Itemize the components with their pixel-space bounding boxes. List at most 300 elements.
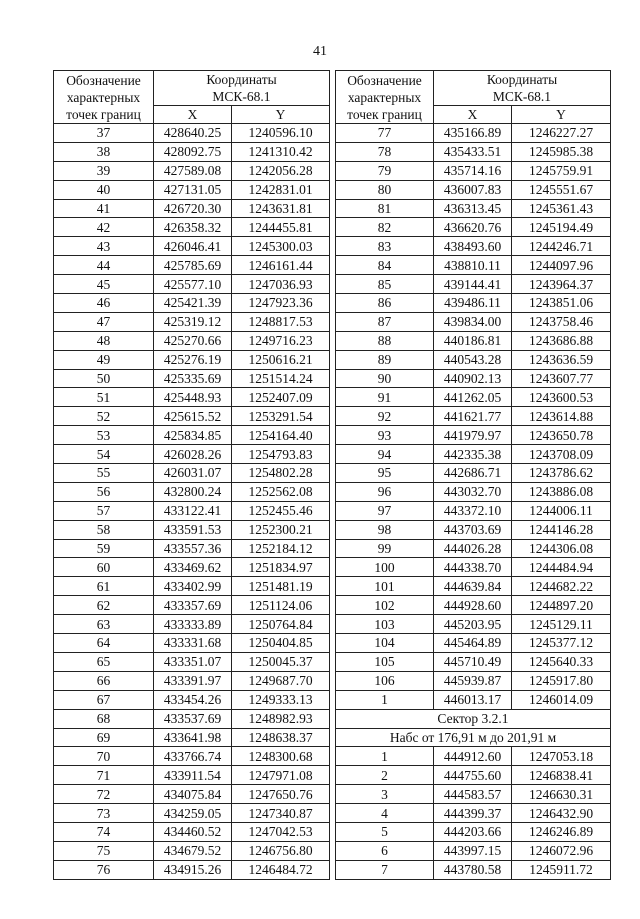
coord-x: 425577.10 [154,275,232,294]
table-row [54,747,330,766]
coord-x: 440543.28 [434,350,512,369]
coord-x: 433766.74 [154,747,232,766]
coord-y: 1247650.76 [232,785,330,804]
table-row [336,142,611,161]
coord-x: 433641.98 [154,728,232,747]
table-row [54,804,330,823]
coord-y: 1247053.18 [512,747,611,766]
table-row [54,766,330,785]
table-row [336,766,611,785]
coord-x: 439144.41 [434,275,512,294]
coord-x: 446013.17 [434,690,512,709]
coord-x: 426031.07 [154,464,232,483]
point-number: 53 [54,426,154,445]
table-row [54,445,330,464]
coord-y: 1251124.06 [232,596,330,615]
coord-y: 1246072.96 [512,841,611,860]
point-number: 73 [54,804,154,823]
table-row [54,728,330,747]
coord-y: 1247923.36 [232,294,330,313]
coord-x: 443997.15 [434,841,512,860]
point-number: 3 [336,785,434,804]
point-number: 1 [336,690,434,709]
point-number: 60 [54,558,154,577]
point-number: 71 [54,766,154,785]
coord-x: 425270.66 [154,331,232,350]
coord-x: 435714.16 [434,161,512,180]
coord-y: 1250616.21 [232,350,330,369]
coord-x: 433911.54 [154,766,232,785]
coord-y: 1250045.37 [232,652,330,671]
coord-y: 1243650.78 [512,426,611,445]
point-number: 93 [336,426,434,445]
table-row [336,445,611,464]
table-row [336,161,611,180]
point-number: 104 [336,634,434,653]
table-row [336,124,611,143]
coord-x: 442335.38 [434,445,512,464]
coord-y: 1243636.59 [512,350,611,369]
coordinates-table-right [335,70,611,880]
coord-x: 438810.11 [434,256,512,275]
point-number: 6 [336,841,434,860]
point-number: 105 [336,652,434,671]
point-number: 86 [336,294,434,313]
coord-y: 1253291.54 [232,407,330,426]
coord-y: 1244455.81 [232,218,330,237]
point-number: 51 [54,388,154,407]
table-row [54,275,330,294]
coord-y: 1246838.41 [512,766,611,785]
coord-x: 441621.77 [434,407,512,426]
coord-y: 1244484.94 [512,558,611,577]
coord-x: 435433.51 [434,142,512,161]
point-number: 102 [336,596,434,615]
point-number: 38 [54,142,154,161]
table-row [54,652,330,671]
coord-x: 436007.83 [434,180,512,199]
table-row [54,426,330,445]
table-row [336,822,611,841]
table-row [336,294,611,313]
table-row [54,256,330,275]
coord-y: 1244146.28 [512,520,611,539]
table-row [54,860,330,879]
coord-y: 1247340.87 [232,804,330,823]
point-number: 75 [54,841,154,860]
point-number: 89 [336,350,434,369]
table-row [336,596,611,615]
coord-x: 443703.69 [434,520,512,539]
table-row [336,218,611,237]
point-number: 70 [54,747,154,766]
coord-x: 433391.97 [154,671,232,690]
coord-x: 435166.89 [434,124,512,143]
point-number: 40 [54,180,154,199]
coord-y: 1245640.33 [512,652,611,671]
point-number: 98 [336,520,434,539]
point-number: 78 [336,142,434,161]
coord-x: 436313.45 [434,199,512,218]
table-row [336,615,611,634]
coord-y: 1246756.80 [232,841,330,860]
point-number: 48 [54,331,154,350]
table-row [54,822,330,841]
sector-title: Сектор 3.2.1 [336,709,611,728]
point-number: 76 [54,860,154,879]
table-row [336,804,611,823]
coord-y: 1244897.20 [512,596,611,615]
table-row [336,747,611,766]
header-y-right: Y [512,106,611,124]
table-row [336,841,611,860]
coord-x: 439486.11 [434,294,512,313]
point-number: 58 [54,520,154,539]
point-number: 87 [336,312,434,331]
coord-y: 1243631.81 [232,199,330,218]
point-number: 79 [336,161,434,180]
point-number: 49 [54,350,154,369]
sector-table-body [336,747,611,879]
point-number: 45 [54,275,154,294]
coord-y: 1254793.83 [232,445,330,464]
point-number: 84 [336,256,434,275]
coord-x: 436620.76 [434,218,512,237]
coord-x: 444639.84 [434,577,512,596]
point-number: 66 [54,671,154,690]
coord-y: 1245377.12 [512,634,611,653]
coord-x: 444399.37 [434,804,512,823]
table-row [336,482,611,501]
header-y: Y [232,106,330,124]
coord-x: 445939.87 [434,671,512,690]
coord-x: 433122.41 [154,501,232,520]
table-row [54,407,330,426]
table-row [54,596,330,615]
point-number: 67 [54,690,154,709]
point-number: 64 [54,634,154,653]
coord-x: 444755.60 [434,766,512,785]
point-number: 103 [336,615,434,634]
table-row [336,634,611,653]
table-row [336,539,611,558]
coord-y: 1246630.31 [512,785,611,804]
coord-x: 432800.24 [154,482,232,501]
coord-y: 1243786.62 [512,464,611,483]
table-row [336,785,611,804]
coord-x: 434259.05 [154,804,232,823]
coord-x: 433357.69 [154,596,232,615]
point-number: 77 [336,124,434,143]
coord-y: 1243607.77 [512,369,611,388]
coord-x: 433331.68 [154,634,232,653]
coord-x: 444203.66 [434,822,512,841]
coord-y: 1246484.72 [232,860,330,879]
table-row [336,671,611,690]
coord-x: 428092.75 [154,142,232,161]
coord-x: 434075.84 [154,785,232,804]
table-row [336,256,611,275]
coord-y: 1251834.97 [232,558,330,577]
coord-y: 1245300.03 [232,237,330,256]
point-number: 95 [336,464,434,483]
coord-x: 445710.49 [434,652,512,671]
coord-y: 1251514.24 [232,369,330,388]
coord-x: 438493.60 [434,237,512,256]
table-row [54,520,330,539]
table-row [54,501,330,520]
coord-x: 425319.12 [154,312,232,331]
table-row [54,558,330,577]
table-row [336,275,611,294]
coord-y: 1245911.72 [512,860,611,879]
coord-x: 425448.93 [154,388,232,407]
coord-x: 433537.69 [154,709,232,728]
coord-y: 1243758.46 [512,312,611,331]
right-table-body [336,124,611,710]
table-row [336,520,611,539]
table-row [336,652,611,671]
point-number: 106 [336,671,434,690]
header-coordinates: Координаты МСК-68.1 [154,71,330,106]
coord-x: 426028.26 [154,445,232,464]
coord-x: 433469.62 [154,558,232,577]
table-row [336,464,611,483]
coord-y: 1252562.08 [232,482,330,501]
table-row [336,388,611,407]
point-number: 91 [336,388,434,407]
coord-y: 1250404.85 [232,634,330,653]
table-row [54,539,330,558]
table-row [54,350,330,369]
point-number: 83 [336,237,434,256]
point-number: 4 [336,804,434,823]
coord-y: 1247036.93 [232,275,330,294]
coord-y: 1245985.38 [512,142,611,161]
table-row [54,142,330,161]
point-number: 72 [54,785,154,804]
coord-x: 443372.10 [434,501,512,520]
coord-y: 1246227.27 [512,124,611,143]
point-number: 65 [54,652,154,671]
point-number: 57 [54,501,154,520]
table-row [54,482,330,501]
point-number: 101 [336,577,434,596]
coord-x: 445203.95 [434,615,512,634]
coord-y: 1249333.13 [232,690,330,709]
table-row [54,331,330,350]
coord-x: 425335.69 [154,369,232,388]
coord-y: 1252184.12 [232,539,330,558]
point-number: 88 [336,331,434,350]
point-number: 44 [54,256,154,275]
coord-x: 425276.19 [154,350,232,369]
point-number: 55 [54,464,154,483]
coord-y: 1243851.06 [512,294,611,313]
point-number: 1 [336,747,434,766]
table-row [54,218,330,237]
header-x-right: X [434,106,512,124]
coordinates-table-left [53,70,330,880]
coord-y: 1244246.71 [512,237,611,256]
coord-y: 1245194.49 [512,218,611,237]
coord-y: 1244097.96 [512,256,611,275]
table-row [336,199,611,218]
left-table-body [54,124,330,880]
point-number: 47 [54,312,154,331]
point-number: 85 [336,275,434,294]
coord-y: 1248982.93 [232,709,330,728]
coord-y: 1248638.37 [232,728,330,747]
coord-x: 425785.69 [154,256,232,275]
coord-x: 433557.36 [154,539,232,558]
table-row [54,690,330,709]
table-row [54,785,330,804]
header-designation: Обозначение характерных точек границ [54,71,154,124]
coord-x: 441979.97 [434,426,512,445]
coord-x: 442686.71 [434,464,512,483]
coord-x: 439834.00 [434,312,512,331]
point-number: 82 [336,218,434,237]
point-number: 97 [336,501,434,520]
table-row [336,312,611,331]
coord-y: 1243614.88 [512,407,611,426]
coord-y: 1254802.28 [232,464,330,483]
coord-y: 1252407.09 [232,388,330,407]
coord-y: 1244682.22 [512,577,611,596]
coord-x: 427131.05 [154,180,232,199]
coord-x: 434679.52 [154,841,232,860]
table-row [54,124,330,143]
table-row [336,369,611,388]
point-number: 74 [54,822,154,841]
point-number: 37 [54,124,154,143]
table-row [54,709,330,728]
table-row [336,558,611,577]
coord-x: 425615.52 [154,407,232,426]
point-number: 52 [54,407,154,426]
coord-y: 1246014.09 [512,690,611,709]
table-row [54,577,330,596]
coord-y: 1250764.84 [232,615,330,634]
coord-y: 1251481.19 [232,577,330,596]
coord-y: 1241310.42 [232,142,330,161]
header-coordinates-right: Координаты МСК-68.1 [434,71,611,106]
coord-x: 433351.07 [154,652,232,671]
coord-y: 1242831.01 [232,180,330,199]
point-number: 96 [336,482,434,501]
table-row [54,161,330,180]
coord-x: 426046.41 [154,237,232,256]
coord-x: 440186.81 [434,331,512,350]
coord-x: 433454.26 [154,690,232,709]
header-designation-right: Обозначение характерных точек границ [336,71,434,124]
point-number: 63 [54,615,154,634]
point-number: 46 [54,294,154,313]
table-row [54,615,330,634]
sector-range: Набс от 176,91 м до 201,91 м [336,728,611,747]
point-number: 68 [54,709,154,728]
coord-y: 1243708.09 [512,445,611,464]
coord-x: 445464.89 [434,634,512,653]
coord-x: 444928.60 [434,596,512,615]
coord-y: 1252300.21 [232,520,330,539]
coord-y: 1243886.08 [512,482,611,501]
coord-y: 1246432.90 [512,804,611,823]
table-row [54,294,330,313]
point-number: 50 [54,369,154,388]
table-row [54,841,330,860]
coord-y: 1247042.53 [232,822,330,841]
coord-y: 1244306.08 [512,539,611,558]
table-row [336,690,611,709]
header-x: X [154,106,232,124]
coord-y: 1242056.28 [232,161,330,180]
coord-y: 1243964.37 [512,275,611,294]
coord-x: 426720.30 [154,199,232,218]
point-number: 61 [54,577,154,596]
coord-y: 1245759.91 [512,161,611,180]
coord-x: 425421.39 [154,294,232,313]
table-row [54,671,330,690]
point-number: 59 [54,539,154,558]
table-row [54,237,330,256]
point-number: 56 [54,482,154,501]
table-row [336,860,611,879]
point-number: 62 [54,596,154,615]
point-number: 100 [336,558,434,577]
coord-y: 1245361.43 [512,199,611,218]
table-row [54,312,330,331]
table-row [54,464,330,483]
point-number: 81 [336,199,434,218]
coord-x: 444912.60 [434,747,512,766]
table-row [336,350,611,369]
table-row [336,407,611,426]
coord-x: 444583.57 [434,785,512,804]
table-row [336,577,611,596]
point-number: 39 [54,161,154,180]
point-number: 99 [336,539,434,558]
coord-x: 433333.89 [154,615,232,634]
coord-x: 433402.99 [154,577,232,596]
coord-x: 441262.05 [434,388,512,407]
table-row [54,180,330,199]
coord-y: 1249687.70 [232,671,330,690]
coord-y: 1248817.53 [232,312,330,331]
coord-y: 1252455.46 [232,501,330,520]
table-row [54,199,330,218]
point-number: 5 [336,822,434,841]
table-row [54,388,330,407]
coord-x: 426358.32 [154,218,232,237]
table-row [336,180,611,199]
point-number: 54 [54,445,154,464]
coord-y: 1246246.89 [512,822,611,841]
point-number: 41 [54,199,154,218]
coord-y: 1245129.11 [512,615,611,634]
coord-y: 1245551.67 [512,180,611,199]
table-row [336,426,611,445]
coord-x: 433591.53 [154,520,232,539]
point-number: 94 [336,445,434,464]
coord-y: 1245917.80 [512,671,611,690]
coord-x: 443032.70 [434,482,512,501]
point-number: 90 [336,369,434,388]
coord-y: 1246161.44 [232,256,330,275]
coord-x: 434915.26 [154,860,232,879]
table-row [336,331,611,350]
